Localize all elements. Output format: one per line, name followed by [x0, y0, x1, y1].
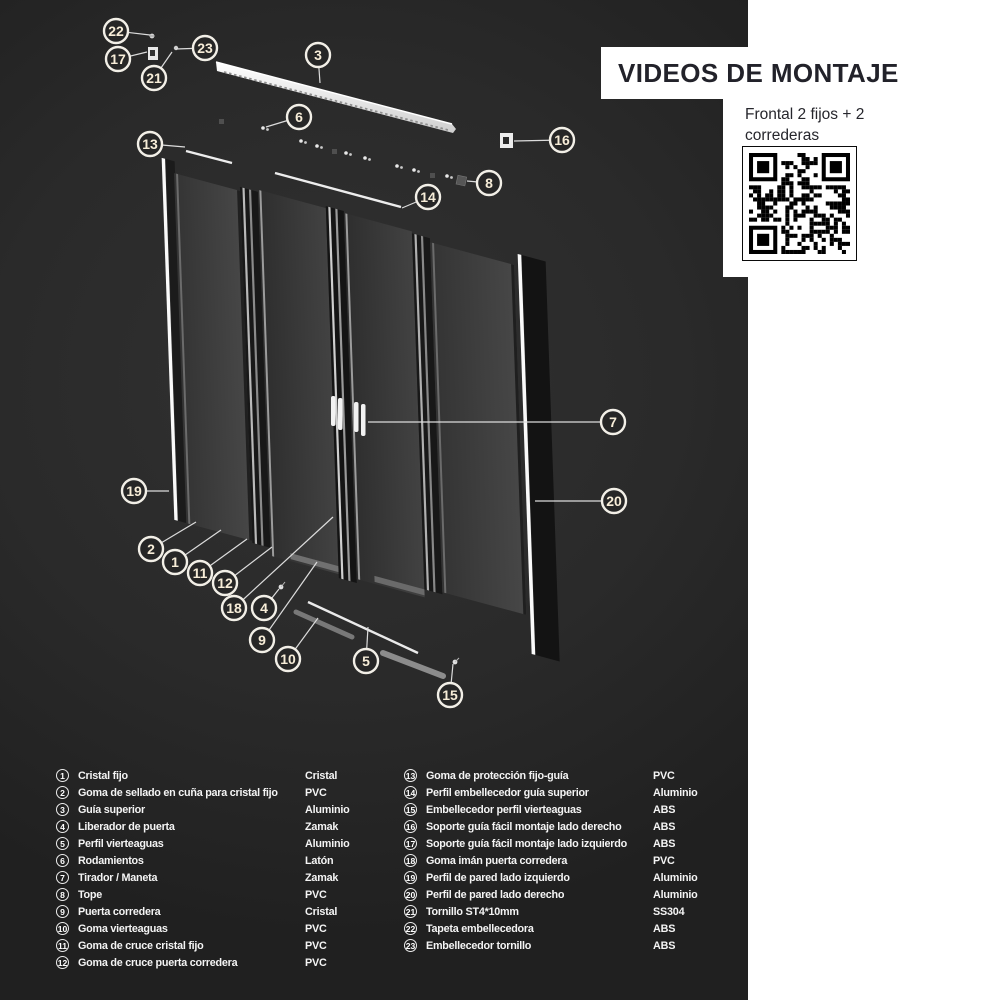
part-material: Cristal — [305, 906, 338, 918]
part-material: ABS — [653, 940, 676, 952]
part-name: Goma de cruce cristal fijo — [78, 940, 204, 952]
part-name: Perfil de pared lado derecho — [426, 889, 565, 901]
video-label: Frontal 2 fijos + 2 correderas — [745, 106, 865, 144]
roller-icon — [412, 168, 420, 173]
part-number-badge: 15 — [405, 804, 416, 815]
callout-16 — [550, 128, 574, 152]
part-number-badge: 12 — [57, 957, 68, 968]
left-guide-bracket — [148, 46, 178, 60]
callout-13 — [138, 132, 162, 156]
part-name: Perfil vierteaguas — [78, 838, 164, 850]
part-material: PVC — [305, 787, 327, 799]
rollers — [219, 119, 453, 179]
parts-list-right — [404, 768, 748, 955]
callout-15 — [438, 683, 462, 707]
part-number-badge: 19 — [405, 872, 416, 883]
part-row — [56, 887, 400, 904]
part-row — [56, 921, 400, 938]
svg-text:20: 20 — [606, 493, 622, 509]
part-row — [404, 938, 748, 955]
roller-icon — [363, 156, 371, 161]
part-row — [404, 853, 748, 870]
part-number-badge: 3 — [56, 803, 69, 816]
svg-text:17: 17 — [110, 51, 126, 67]
part-number-badge: 4 — [56, 820, 69, 833]
part-name: Embellecedor perfil vierteaguas — [426, 804, 582, 816]
part-number-badge: 8 — [56, 888, 69, 901]
part-name: Cristal fijo — [78, 770, 128, 782]
svg-text:18: 18 — [226, 600, 242, 616]
svg-text:12: 12 — [217, 575, 233, 591]
svg-text:15: 15 — [442, 687, 458, 703]
part-row — [404, 785, 748, 802]
part-material: Aluminio — [305, 838, 350, 850]
callout-3 — [306, 43, 330, 67]
part-name: Goma imán puerta corredera — [426, 855, 568, 867]
parts-list-left — [56, 768, 400, 972]
part-material: Aluminio — [653, 787, 698, 799]
part-number-badge: 13 — [405, 770, 416, 781]
svg-text:21: 21 — [146, 70, 162, 86]
part-number-badge: 17 — [405, 838, 416, 849]
part-name: Perfil de pared lado izquierdo — [426, 872, 570, 884]
part-name: Tirador / Maneta — [78, 872, 158, 884]
door-release-screw — [279, 582, 285, 589]
callout-19 — [122, 479, 146, 503]
svg-text:13: 13 — [142, 136, 158, 152]
part-material: Aluminio — [653, 872, 698, 884]
part-material: PVC — [305, 940, 327, 952]
part-name: Soporte guía fácil montaje lado derecho — [426, 821, 622, 833]
callout-4 — [252, 596, 276, 620]
part-row — [56, 870, 400, 887]
qr-code-pattern — [749, 153, 850, 254]
part-number-badge: 10 — [57, 923, 68, 934]
part-row — [56, 853, 400, 870]
part-name: Rodamientos — [78, 855, 144, 867]
part-name: Guía superior — [78, 804, 145, 816]
part-material: PVC — [305, 957, 327, 969]
svg-text:7: 7 — [609, 414, 617, 430]
part-row — [404, 870, 748, 887]
callout-11 — [188, 561, 212, 585]
sill-rubber — [296, 612, 352, 637]
roller-icon — [315, 144, 323, 149]
part-number-badge: 2 — [56, 786, 69, 799]
part-row — [404, 768, 748, 785]
header-clip — [219, 119, 224, 124]
part-name: Goma de cruce puerta corredera — [78, 957, 238, 969]
roller-icon — [395, 164, 403, 169]
part-row — [56, 938, 400, 955]
header-clip — [430, 173, 435, 178]
part-material: ABS — [653, 821, 676, 833]
part-material: Cristal — [305, 770, 338, 782]
part-number-badge: 23 — [405, 940, 416, 951]
part-material: Zamak — [305, 821, 339, 833]
svg-text:3: 3 — [314, 47, 322, 63]
callout-21 — [142, 66, 166, 90]
svg-text:19: 19 — [126, 483, 142, 499]
videos-section-header — [601, 47, 1000, 99]
part-name: Liberador de puerta — [78, 821, 175, 833]
part-material: Aluminio — [653, 889, 698, 901]
part-number-badge: 6 — [56, 854, 69, 867]
part-number-badge: 5 — [56, 837, 69, 850]
part-row — [56, 955, 400, 972]
svg-text:1: 1 — [171, 554, 179, 570]
callout-12 — [213, 571, 237, 595]
part-row — [56, 785, 400, 802]
svg-text:2: 2 — [147, 541, 155, 557]
right-guide-bracket — [500, 133, 513, 148]
part-row — [404, 904, 748, 921]
part-material: PVC — [653, 855, 675, 867]
part-material: Zamak — [305, 872, 339, 884]
screw-icon — [149, 34, 155, 39]
part-material: PVC — [305, 889, 327, 901]
part-material: ABS — [653, 804, 676, 816]
svg-text:14: 14 — [420, 189, 436, 205]
callout-20 — [602, 489, 626, 513]
callout-7 — [601, 410, 625, 434]
callout-6 — [287, 105, 311, 129]
part-number-badge: 14 — [405, 787, 416, 798]
part-name: Soporte guía fácil montaje lado izquierdo — [426, 838, 627, 850]
sill-profile — [308, 602, 418, 653]
callout-9 — [250, 628, 274, 652]
svg-text:23: 23 — [197, 40, 213, 56]
part-number-badge: 16 — [405, 821, 416, 832]
svg-text:11: 11 — [192, 565, 208, 581]
callout-23 — [193, 36, 217, 60]
callout-1 — [163, 550, 187, 574]
videos-title: VIDEOS DE MONTAJE — [618, 58, 899, 88]
roller-icon — [344, 151, 352, 156]
part-name: Tope — [78, 889, 102, 901]
videos-section — [723, 99, 1000, 277]
part-row — [404, 819, 748, 836]
part-material: SS304 — [653, 906, 685, 918]
roller-icon — [299, 139, 307, 144]
part-number-badge: 20 — [405, 889, 416, 900]
part-row — [56, 836, 400, 853]
callout-17 — [106, 47, 130, 71]
callout-2 — [139, 537, 163, 561]
part-name: Goma de protección fijo-guía — [426, 770, 569, 782]
sill-screw — [453, 658, 459, 664]
svg-text:16: 16 — [554, 132, 570, 148]
qr-code[interactable] — [742, 146, 857, 261]
sill-trim — [383, 653, 443, 676]
part-number-badge: 9 — [56, 905, 69, 918]
part-number-badge: 7 — [56, 871, 69, 884]
part-row — [56, 904, 400, 921]
svg-text:22: 22 — [108, 23, 124, 39]
part-row — [404, 802, 748, 819]
svg-text:10: 10 — [280, 651, 296, 667]
callout-14 — [416, 185, 440, 209]
part-number-badge: 18 — [405, 855, 416, 866]
callout-5 — [354, 649, 378, 673]
part-name: Perfil embellecedor guía superior — [426, 787, 589, 799]
part-material: Aluminio — [305, 804, 350, 816]
roller-icon — [445, 174, 453, 179]
part-number-badge: 22 — [405, 923, 416, 934]
svg-text:6: 6 — [295, 109, 303, 125]
part-row — [404, 921, 748, 938]
part-material: ABS — [653, 838, 676, 850]
part-number-badge: 11 — [57, 940, 68, 951]
part-row — [56, 802, 400, 819]
door-stop — [456, 175, 467, 186]
part-material: ABS — [653, 923, 676, 935]
sliding-door-left — [258, 190, 339, 574]
part-row — [56, 819, 400, 836]
part-material: Latón — [305, 855, 334, 867]
part-name: Goma de sellado en cuña para cristal fijo — [78, 787, 278, 799]
part-number-badge: 1 — [56, 769, 69, 782]
part-name: Tornillo ST4*10mm — [426, 906, 519, 918]
header-clip — [332, 149, 337, 154]
callout-22 — [104, 19, 128, 43]
part-material: PVC — [653, 770, 675, 782]
part-name: Goma vierteaguas — [78, 923, 168, 935]
callout-8 — [477, 171, 501, 195]
part-name: Embellecedor tornillo — [426, 940, 532, 952]
part-material: PVC — [305, 923, 327, 935]
svg-text:9: 9 — [258, 632, 266, 648]
part-row — [56, 768, 400, 785]
part-number-badge: 21 — [405, 906, 416, 917]
fijo-guia-rubber — [186, 151, 232, 163]
svg-text:8: 8 — [485, 175, 493, 191]
part-name: Tapeta embellecedora — [426, 923, 534, 935]
part-row — [404, 836, 748, 853]
top-guide-rail — [216, 62, 456, 133]
part-row — [404, 887, 748, 904]
svg-text:5: 5 — [362, 653, 370, 669]
svg-text:4: 4 — [260, 600, 268, 616]
part-name: Puerta corredera — [78, 906, 161, 918]
callout-10 — [276, 647, 300, 671]
callout-18 — [222, 596, 246, 620]
